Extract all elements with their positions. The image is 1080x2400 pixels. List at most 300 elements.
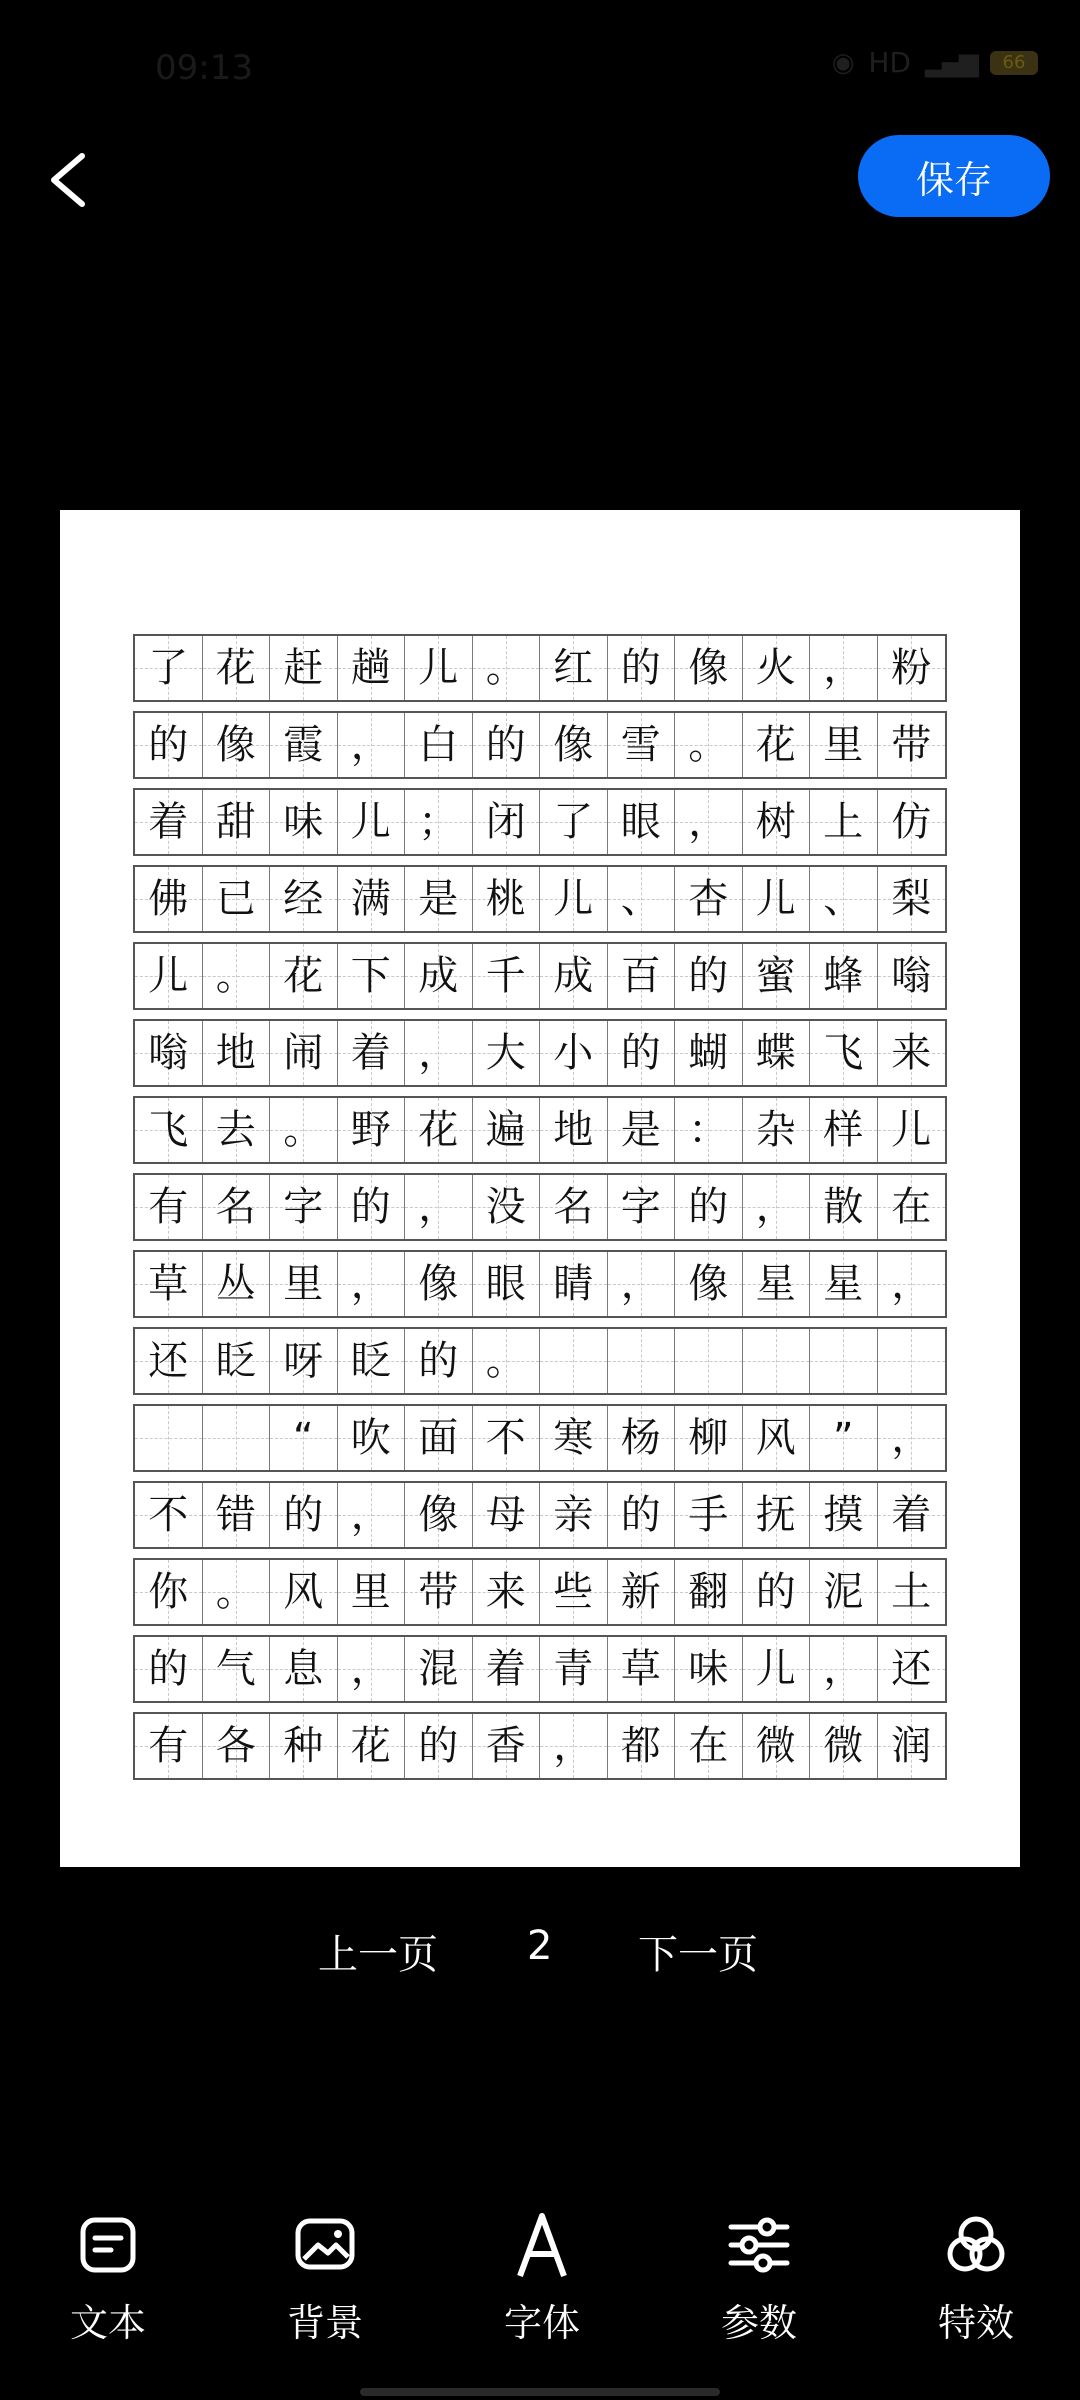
grid-character: 大 — [485, 1030, 526, 1076]
grid-character: 百 — [620, 953, 661, 999]
grid-character: 抚 — [755, 1492, 796, 1538]
grid-cell — [405, 790, 473, 854]
grid-character: 的 — [620, 645, 661, 691]
grid-character: 摸 — [823, 1492, 864, 1538]
grid-cell — [810, 1098, 878, 1162]
grid-character: 雪 — [620, 722, 661, 768]
grid-character: 土 — [891, 1569, 932, 1615]
grid-character: 还 — [891, 1646, 932, 1692]
grid-character: 杨 — [620, 1415, 661, 1461]
grid-character: 错 — [215, 1492, 256, 1538]
grid-cell — [810, 944, 878, 1008]
grid-character: 还 — [148, 1338, 189, 1384]
grid-cell — [878, 1637, 946, 1701]
tool-font-label: 字体 — [503, 2301, 580, 2345]
grid-cell — [810, 1483, 878, 1547]
grid-cell — [810, 790, 878, 854]
grid-character: 母 — [485, 1492, 526, 1538]
grid-character: 字 — [283, 1184, 324, 1230]
grid-cell — [743, 1483, 811, 1547]
grid-cell — [135, 1329, 203, 1393]
grid-character: 的 — [283, 1492, 324, 1538]
grid-character: 儿 — [418, 645, 459, 691]
grid-character: 是 — [620, 1107, 661, 1153]
grid-character: 润 — [891, 1723, 932, 1769]
grid-character: 带 — [418, 1569, 459, 1615]
grid-cell — [743, 1175, 811, 1239]
grid-cell — [540, 1252, 608, 1316]
grid-row — [133, 788, 947, 856]
grid-character: 寒 — [553, 1415, 594, 1461]
grid-character: 星 — [823, 1261, 864, 1307]
grid-cell — [473, 1637, 541, 1701]
grid-cell — [405, 1252, 473, 1316]
grid-character: 味 — [283, 799, 324, 845]
grid-cell — [473, 1714, 541, 1778]
grid-character: 样 — [823, 1107, 864, 1153]
grid-cell — [270, 1175, 338, 1239]
grid-cell — [135, 1560, 203, 1624]
grid-character: ， — [350, 1261, 391, 1307]
grid-cell — [675, 1560, 743, 1624]
grid-cell — [270, 867, 338, 931]
grid-cell — [608, 713, 676, 777]
grid-character: 你 — [148, 1569, 189, 1615]
grid-character: 的 — [418, 1723, 459, 1769]
grid-character: 有 — [148, 1184, 189, 1230]
grid-character: 翻 — [688, 1569, 729, 1615]
grid-cell — [203, 1098, 271, 1162]
grid-cell — [135, 1483, 203, 1547]
grid-character: 风 — [283, 1569, 324, 1615]
grid-character: 小 — [553, 1030, 594, 1076]
grid-character: 满 — [350, 876, 391, 922]
grid-cell — [540, 636, 608, 700]
grid-character: 、 — [620, 876, 661, 922]
grid-character: 睛 — [553, 1261, 594, 1307]
grid-cell — [135, 790, 203, 854]
handwriting-preview-page — [60, 510, 1020, 1867]
grid-cell — [270, 1406, 338, 1470]
grid-character: 花 — [350, 1723, 391, 1769]
grid-character: 不 — [148, 1492, 189, 1538]
grid-character: 蜂 — [823, 953, 864, 999]
grid-cell — [203, 1021, 271, 1085]
grid-cell — [135, 713, 203, 777]
grid-character: 着 — [350, 1030, 391, 1076]
grid-character: 手 — [688, 1492, 729, 1538]
grid-cell — [338, 636, 406, 700]
grid-character: 野 — [350, 1107, 391, 1153]
grid-character: 闭 — [485, 799, 526, 845]
grid-cell — [540, 1637, 608, 1701]
status-icons — [832, 46, 1038, 79]
tool-effects[interactable] — [896, 2210, 1056, 2350]
grid-character: 微 — [823, 1723, 864, 1769]
grid-cell — [743, 867, 811, 931]
grid-cell — [810, 713, 878, 777]
grid-cell — [338, 713, 406, 777]
grid-cell — [473, 1560, 541, 1624]
grid-cell — [135, 1098, 203, 1162]
grid-character: 像 — [688, 645, 729, 691]
grid-cell — [540, 1483, 608, 1547]
grid-cell — [338, 790, 406, 854]
grid-cell — [608, 1637, 676, 1701]
grid-row — [133, 1250, 947, 1318]
grid-cell — [135, 867, 203, 931]
tool-background-label: 背景 — [286, 2301, 363, 2345]
grid-cell — [203, 1483, 271, 1547]
grid-character: 已 — [215, 876, 256, 922]
grid-character: 在 — [891, 1184, 932, 1230]
grid-character: ， — [620, 1261, 661, 1307]
grid-row — [133, 1019, 947, 1087]
grid-character: 像 — [418, 1261, 459, 1307]
grid-cell — [608, 1021, 676, 1085]
grid-cell — [473, 1098, 541, 1162]
grid-cell — [338, 1175, 406, 1239]
grid-cell — [338, 944, 406, 1008]
grid-cell — [608, 1483, 676, 1547]
grid-cell — [675, 944, 743, 1008]
grid-cell — [473, 944, 541, 1008]
grid-character: ， — [553, 1723, 594, 1769]
grid-cell — [878, 636, 946, 700]
prev-page-button[interactable]: 上一页 — [318, 1932, 438, 1978]
grid-character: 不 — [485, 1415, 526, 1461]
grid-cell — [338, 1406, 406, 1470]
grid-row — [133, 1404, 947, 1472]
grid-cell — [810, 1175, 878, 1239]
grid-character: 面 — [418, 1415, 459, 1461]
grid-row — [133, 634, 947, 702]
grid-cell — [878, 1406, 946, 1470]
grid-character: 儿 — [755, 876, 796, 922]
grid-character: 眨 — [350, 1338, 391, 1384]
grid-cell — [675, 1406, 743, 1470]
grid-character: 红 — [553, 645, 594, 691]
grid-cell — [675, 867, 743, 931]
grid-cell — [203, 1329, 271, 1393]
grid-character: 。 — [688, 722, 729, 768]
grid-cell — [203, 1560, 271, 1624]
grid-cell — [608, 1560, 676, 1624]
grid-cell — [608, 636, 676, 700]
grid-cell — [743, 1252, 811, 1316]
grid-character: 来 — [891, 1030, 932, 1076]
grid-character: 火 — [755, 645, 796, 691]
grid-character: 新 — [620, 1569, 661, 1615]
tool-text[interactable] — [28, 2210, 188, 2350]
grid-cell — [810, 1714, 878, 1778]
grid-cell — [270, 1637, 338, 1701]
grid-character: 儿 — [148, 953, 189, 999]
grid-character: 眨 — [215, 1338, 256, 1384]
grid-character: 里 — [823, 722, 864, 768]
grid-cell — [203, 1252, 271, 1316]
grid-cell — [675, 713, 743, 777]
grid-character: 儿 — [755, 1646, 796, 1692]
grid-character: 了 — [148, 645, 189, 691]
tool-background[interactable] — [245, 2210, 405, 2350]
grid-cell — [608, 1098, 676, 1162]
grid-cell — [743, 1021, 811, 1085]
grid-cell — [405, 1637, 473, 1701]
signal-icon: ▂▄▆ — [925, 47, 976, 78]
grid-cell — [203, 1714, 271, 1778]
grid-cell — [810, 1252, 878, 1316]
grid-cell — [675, 1714, 743, 1778]
pager — [0, 1915, 1080, 1985]
grid-character: 花 — [418, 1107, 459, 1153]
grid-cell — [135, 636, 203, 700]
grid-cell — [878, 1252, 946, 1316]
grid-character: 地 — [553, 1107, 594, 1153]
grid-character: 。 — [215, 953, 256, 999]
grid-character: 像 — [215, 722, 256, 768]
grid-cell — [338, 1021, 406, 1085]
grid-cell — [878, 1714, 946, 1778]
grid-cell — [473, 790, 541, 854]
grid-cell — [608, 1329, 676, 1393]
grid-cell — [270, 1483, 338, 1547]
grid-cell — [675, 1021, 743, 1085]
grid-character: 丛 — [215, 1261, 256, 1307]
grid-cell — [810, 1329, 878, 1393]
grid-character: 息 — [283, 1646, 324, 1692]
grid-cell — [810, 1406, 878, 1470]
grid-character: 风 — [755, 1415, 796, 1461]
grid-character: 趟 — [350, 645, 391, 691]
tool-params[interactable] — [679, 2210, 839, 2350]
grid-cell — [473, 1329, 541, 1393]
grid-character: 嗡 — [891, 953, 932, 999]
grid-character: 蜜 — [755, 953, 796, 999]
grid-cell — [675, 1175, 743, 1239]
grid-cell — [540, 1406, 608, 1470]
chevron-left-icon — [40, 140, 100, 220]
grid-cell — [675, 1637, 743, 1701]
grid-character: 各 — [215, 1723, 256, 1769]
grid-cell — [270, 713, 338, 777]
grid-cell — [473, 1175, 541, 1239]
grid-character: 蝶 — [755, 1030, 796, 1076]
grid-cell — [270, 1252, 338, 1316]
grid-cell — [743, 636, 811, 700]
grid-cell — [203, 867, 271, 931]
grid-character: 去 — [215, 1107, 256, 1153]
grid-character: 里 — [350, 1569, 391, 1615]
grid-cell — [540, 1560, 608, 1624]
grid-character: 上 — [823, 799, 864, 845]
text-icon — [73, 2210, 143, 2280]
grid-row — [133, 1712, 947, 1780]
grid-cell — [608, 1406, 676, 1470]
grid-character: 眼 — [620, 799, 661, 845]
grid-character: 泥 — [823, 1569, 864, 1615]
grid-cell — [878, 1329, 946, 1393]
grid-character: 、 — [823, 876, 864, 922]
grid-character: 没 — [485, 1184, 526, 1230]
grid-character: 仿 — [891, 799, 932, 845]
grid-cell — [540, 867, 608, 931]
grid-row — [133, 711, 947, 779]
grid-character: 成 — [553, 953, 594, 999]
grid-cell — [743, 1406, 811, 1470]
grid-cell — [270, 636, 338, 700]
grid-character: 甜 — [215, 799, 256, 845]
grid-cell — [473, 1406, 541, 1470]
grid-character: 散 — [823, 1184, 864, 1230]
grid-character: 味 — [688, 1646, 729, 1692]
network-type: HD — [868, 46, 911, 79]
grid-cell — [473, 636, 541, 700]
grid-character: 佛 — [148, 876, 189, 922]
grid-character: 白 — [418, 722, 459, 768]
back-button[interactable] — [40, 140, 100, 220]
grid-cell — [878, 1021, 946, 1085]
grid-cell — [270, 1329, 338, 1393]
character-grid — [133, 634, 947, 1789]
grid-cell — [810, 867, 878, 931]
grid-character: 字 — [620, 1184, 661, 1230]
grid-cell — [540, 1175, 608, 1239]
grid-cell — [743, 1560, 811, 1624]
grid-character: ， — [688, 799, 729, 845]
grid-character: ， — [755, 1184, 796, 1230]
grid-cell — [743, 713, 811, 777]
grid-character: 着 — [891, 1492, 932, 1538]
grid-character: ， — [823, 1646, 864, 1692]
grid-cell — [743, 944, 811, 1008]
grid-cell — [405, 713, 473, 777]
grid-cell — [608, 867, 676, 931]
grid-cell — [675, 1098, 743, 1162]
grid-cell — [203, 1406, 271, 1470]
grid-cell — [338, 1252, 406, 1316]
eye-icon: ◉ — [831, 47, 855, 78]
grid-cell — [135, 1406, 203, 1470]
grid-cell — [540, 1329, 608, 1393]
grid-cell — [135, 944, 203, 1008]
save-button[interactable]: 保存 — [858, 135, 1050, 217]
grid-character: 着 — [485, 1646, 526, 1692]
grid-cell — [878, 1560, 946, 1624]
grid-cell — [743, 1637, 811, 1701]
battery-level: 66 — [1002, 52, 1026, 73]
grid-character: 混 — [418, 1646, 459, 1692]
grid-cell — [675, 790, 743, 854]
grid-cell — [405, 1406, 473, 1470]
grid-character: 。 — [485, 1338, 526, 1384]
grid-character: 都 — [620, 1723, 661, 1769]
grid-cell — [810, 1560, 878, 1624]
grid-cell — [135, 1175, 203, 1239]
grid-cell — [675, 636, 743, 700]
grid-character: 了 — [553, 799, 594, 845]
grid-character: 的 — [755, 1569, 796, 1615]
grid-cell — [878, 944, 946, 1008]
grid-cell — [540, 1021, 608, 1085]
grid-cell — [270, 790, 338, 854]
grid-cell — [878, 1098, 946, 1162]
grid-cell — [608, 1252, 676, 1316]
grid-cell — [405, 636, 473, 700]
grid-cell — [743, 790, 811, 854]
grid-character: 名 — [215, 1184, 256, 1230]
grid-row — [133, 1558, 947, 1626]
grid-character: 闹 — [283, 1030, 324, 1076]
grid-character: 带 — [891, 722, 932, 768]
grid-character: 飞 — [823, 1030, 864, 1076]
grid-character: 的 — [620, 1492, 661, 1538]
next-page-button[interactable]: 下一页 — [638, 1932, 758, 1978]
grid-row — [133, 865, 947, 933]
tool-font[interactable] — [462, 2210, 622, 2350]
grid-cell — [878, 713, 946, 777]
grid-character: 地 — [215, 1030, 256, 1076]
grid-cell — [473, 1483, 541, 1547]
bottom-toolbar — [0, 2210, 1080, 2350]
grid-cell — [810, 636, 878, 700]
grid-character: 的 — [620, 1030, 661, 1076]
grid-character: 名 — [553, 1184, 594, 1230]
grid-character: 的 — [418, 1338, 459, 1384]
grid-cell — [540, 790, 608, 854]
grid-character: 梨 — [891, 876, 932, 922]
grid-cell — [203, 636, 271, 700]
grid-cell — [405, 1560, 473, 1624]
grid-cell — [405, 1329, 473, 1393]
grid-character: 千 — [485, 953, 526, 999]
grid-cell — [203, 790, 271, 854]
grid-cell — [338, 1637, 406, 1701]
grid-character: 的 — [688, 953, 729, 999]
home-indicator[interactable] — [360, 2388, 720, 2396]
grid-cell — [405, 1483, 473, 1547]
grid-character: 。 — [283, 1107, 324, 1153]
grid-character: 。 — [215, 1569, 256, 1615]
grid-character: 霞 — [283, 722, 324, 768]
grid-cell — [473, 867, 541, 931]
grid-cell — [203, 944, 271, 1008]
grid-character: 着 — [148, 799, 189, 845]
grid-cell — [608, 1714, 676, 1778]
grid-cell — [878, 1175, 946, 1239]
grid-row — [133, 1481, 947, 1549]
grid-cell — [203, 1175, 271, 1239]
sliders-icon — [724, 2210, 794, 2280]
grid-cell — [473, 713, 541, 777]
grid-cell — [743, 1714, 811, 1778]
page-number: 2 — [527, 1923, 553, 1969]
grid-character: 花 — [283, 953, 324, 999]
grid-character: ， — [891, 1261, 932, 1307]
grid-character: 种 — [283, 1723, 324, 1769]
grid-cell — [743, 1098, 811, 1162]
grid-row — [133, 1173, 947, 1241]
grid-character: 青 — [553, 1646, 594, 1692]
grid-cell — [810, 1637, 878, 1701]
grid-cell — [405, 1714, 473, 1778]
tool-text-label: 文本 — [69, 2301, 146, 2345]
grid-cell — [270, 1021, 338, 1085]
grid-cell — [878, 1483, 946, 1547]
grid-character: 在 — [688, 1723, 729, 1769]
grid-character: 的 — [148, 722, 189, 768]
grid-character: ， — [418, 1030, 459, 1076]
